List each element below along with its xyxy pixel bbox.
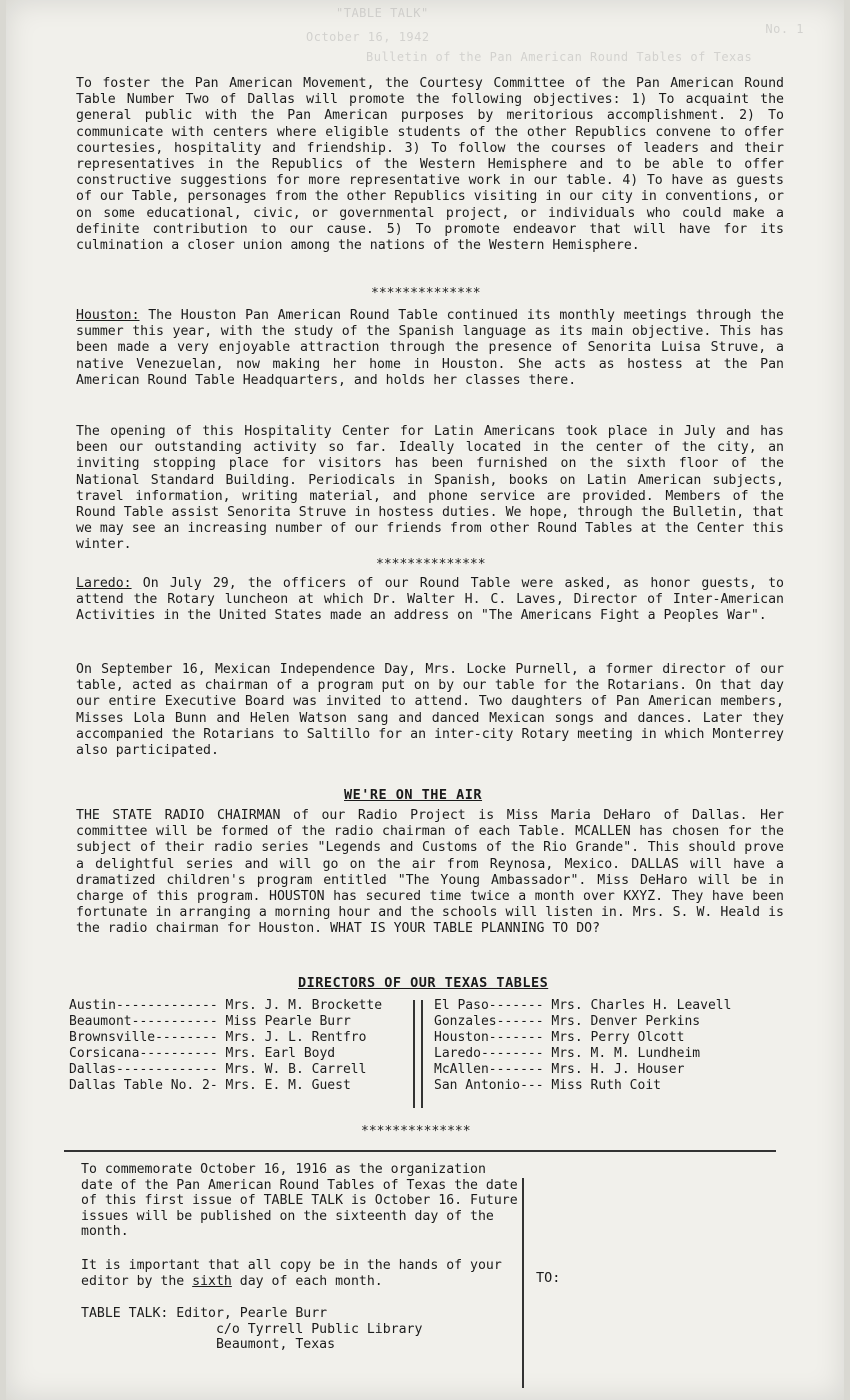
director-row [69, 1046, 382, 1062]
radio-paragraph: THE STATE RADIO CHAIRMAN of our Radio Project is Miss Maria DeHaro of Dallas. Her committee will be formed of the radio chairman of each Table. MCALLEN has chosen for the subject of their radio series "Legends and Customs of the Rio Grande". This should prove a delightful series and will go on the air from Reynosa, Mexico. DALLAS will have a dramatized children's program entitled "The Young Ambassador". Miss DeHaro will be in charge of this program. HOUSTON has secured time twice a month over KXYZ. They have been fortunate in arranging a morning hour and the schools will listen in. Mrs. S. W. Heald is the radio chairman for Houston. WHAT IS YOUR TABLE PLANNING TO DO? [76, 808, 784, 937]
director-row [69, 1062, 382, 1078]
director-city: Beaumont----------- [69, 1014, 218, 1029]
to-label: TO: [536, 1270, 561, 1286]
director-row [434, 1030, 731, 1046]
laredo-text-1: On July 29, the officers of our Round Table were asked, as honor guests, to attend the Rotary luncheon at which Dr. Walter H. C. Laves, Director of Inter-American Activities in the United States made an address on "The Americans Fight a Peoples War". [76, 576, 784, 624]
intro-paragraph: To foster the Pan American Movement, the Courtesy Committee of the Pan American Round Table Number Two of Dallas will promote the following objectives: 1) To acquaint the general public with the Pan American purposes by meritorious accomplishment. 2) To communicate with centers where eligible students of the other Republics convene to offer courtesies, hospitality and friendship. 3) To follow the courses of leaders and their representatives in the Republics of the Western Hemisphere and to be able to offer constructive suggestions for more representative work in our table. 4) To have as guests of our Table, personages from the other Republics visiting in our city in conventions, or on some educational, civic, or governmental project, or individuals who could make a definite contribution to our cause. 5) To promote endeavor that will have for its culmination a closer union among the nations of the Western Hemisphere. [76, 76, 784, 254]
address-divider [522, 1178, 524, 1388]
houston-text-1: The Houston Pan American Round Table continued its monthly meetings through the summer this year, with the study of the Spanish language as its main objective. This has been made a very enjoyable attraction through the presence of Senorita Luisa Struve, a native Venezuelan, now making her home in Houston. She acts as hostess at the Pan American Round Table Headquarters, and holds her classes there. [76, 308, 784, 388]
director-city: Corsicana---------- [69, 1046, 218, 1061]
director-city: Gonzales------ [434, 1014, 544, 1029]
director-name: Mrs. J. L. Rentfro [225, 1030, 367, 1045]
deadline-text-b: day of each month. [231, 1273, 383, 1289]
director-city: Houston------- [434, 1030, 544, 1045]
director-city: Austin------------- [69, 998, 218, 1013]
editor-address: TABLE TALK: Editor, Pearle Burr c/o Tyrrell Public Library Beaumont, Texas [81, 1306, 423, 1352]
director-city: San Antonio--- [434, 1078, 544, 1093]
director-city: El Paso------- [434, 998, 544, 1013]
director-name: Mrs. E. M. Guest [225, 1078, 351, 1093]
deadline-day: sixth [192, 1273, 232, 1289]
directors-right-column [434, 998, 731, 1094]
director-name: Mrs. H. J. Houser [551, 1062, 685, 1077]
column-divider [413, 1000, 423, 1108]
houston-paragraph-2: The opening of this Hospitality Center for Latin Americans took place in July and has been our outstanding activity so far. Ideally located in the center of the city, an inviting stopping place for visitors has been furnished on the sixth floor of the National Standard Building. Periodicals in Spanish, books on Latin American subjects, travel information, writing material, and phone service are provided. Members of the Round Table assist Senorita Struve in hostess duties. We hope, through the Bulletin, that we may see an increasing number of our friends from other Round Tables at the Center this winter. [76, 424, 784, 553]
director-row [434, 1046, 731, 1062]
director-name: Mrs. M. M. Lundheim [551, 1046, 701, 1061]
director-name: Miss Ruth Coit [551, 1078, 661, 1093]
bleed-through-subtitle: Bulletin of the Pan American Round Tables of Texas [366, 50, 753, 64]
director-name: Mrs. Earl Boyd [225, 1046, 336, 1061]
director-city: Dallas Table No. 2- [69, 1078, 218, 1093]
footer-rule [64, 1150, 776, 1152]
director-row [434, 998, 731, 1014]
houston-paragraph-1 [76, 308, 784, 389]
director-row [434, 1078, 731, 1094]
laredo-paragraph-1 [76, 576, 784, 625]
separator: ************** [376, 557, 486, 572]
commemoration-note: To commemorate October 16, 1916 as the organization date of the Pan American Round Tables of Texas the date of this first issue of TABLE TALK is October 16. Future issues will be published on the sixteenth day of the month. [81, 1162, 518, 1239]
director-city: McAllen------- [434, 1062, 544, 1077]
document-page [6, 0, 844, 1400]
director-name: Mrs. Charles H. Leavell [551, 998, 732, 1013]
separator: ************** [371, 286, 481, 301]
separator: ************** [361, 1124, 471, 1139]
director-name: Mrs. Perry Olcott [551, 1030, 685, 1045]
director-name: Miss Pearle Burr [225, 1014, 351, 1029]
bleed-through-number: No. 1 [765, 22, 804, 36]
directors-heading: DIRECTORS OF OUR TEXAS TABLES [298, 975, 549, 991]
director-name: Mrs. W. B. Carrell [225, 1062, 367, 1077]
director-city: Laredo-------- [434, 1046, 544, 1061]
director-row [434, 1062, 731, 1078]
radio-heading: WE'RE ON THE AIR [344, 787, 483, 803]
director-row [434, 1014, 731, 1030]
director-row [69, 1014, 382, 1030]
director-city: Dallas------------- [69, 1062, 218, 1077]
houston-label: Houston: [76, 308, 140, 323]
director-name: Mrs. Denver Perkins [551, 1014, 701, 1029]
director-row [69, 1030, 382, 1046]
director-row [69, 1078, 382, 1094]
deadline-text-a: It is important that all copy be in the hands of your editor by the [81, 1258, 502, 1289]
deadline-note [81, 1258, 521, 1289]
director-name: Mrs. J. M. Brockette [225, 998, 383, 1013]
director-row [69, 998, 382, 1014]
directors-left-column [69, 998, 382, 1094]
bleed-through-date: October 16, 1942 [306, 30, 430, 44]
laredo-label: Laredo: [76, 576, 132, 591]
director-city: Brownsville-------- [69, 1030, 218, 1045]
bleed-through-title: "TABLE TALK" [336, 6, 429, 20]
laredo-paragraph-2: On September 16, Mexican Independence Day, Mrs. Locke Purnell, a former director of our table, acted as chairman of a program put on by our table for the Rotarians. On that day our entire Executive Board was invited to attend. Two daughters of Pan American members, Misses Lola Bunn and Helen Watson sang and danced Mexican songs and dances. Later they accompanied the Rotarians to Saltillo for an inter-city Rotary meeting in which Monterrey also participated. [76, 662, 784, 759]
